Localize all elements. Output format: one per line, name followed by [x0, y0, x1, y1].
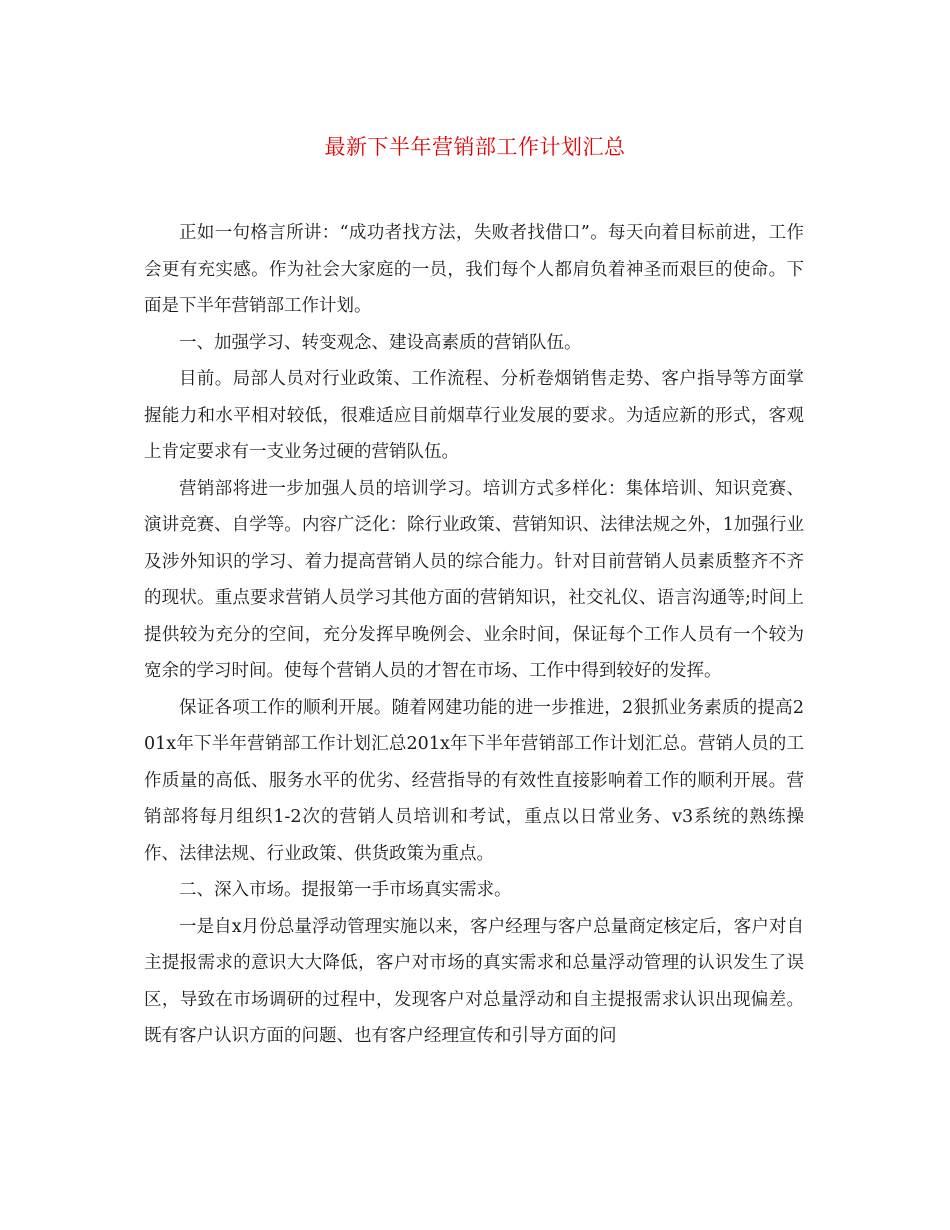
body-paragraph: 一是自x月份总量浮动管理实施以来，客户经理与客户总量商定核定后，客户对自主提报需求的意识大大降低，客户对市场的真实需求和总量浮动管理的认识发生了误区，导致在市场调研的过程中，发现客户对总量浮动和自主提报需求认识出现偏差。既有客户认识方面的问题、也有客户经理宣传和引导方面的问 — [144, 916, 804, 1046]
section-heading-2: 二、深入市场。提报第一手市场真实需求。 — [179, 880, 512, 900]
body-paragraph: 目前。局部人员对行业政策、工作流程、分析卷烟销售走势、客户指导等方面掌握能力和水平相对较低，很难适应目前烟草行业发展的要求。为适应新的形式，客观上肯定要求有一支业务过硬的营销队伍。 — [144, 369, 804, 462]
body-paragraph: 保证各项工作的顺利开展。随着网建功能的进一步推进，2狠抓业务素质的提高201x年下半年营销部工作计划汇总201x年下半年营销部工作计划汇总。营销人员的工作质量的高低、服务水平的优劣、经营指导的有效性直接影响着工作的顺利开展。营销部将每月组织1-2次的营销人员培训和考试，重点以日常业务、v3系统的熟练操作、法律法规、行业政策、供货政策为重点。 — [144, 697, 804, 864]
intro-paragraph: 正如一句格言所讲：“成功者找方法，失败者找借口”。每天向着目标前进，工作会更有充实感。作为社会大家庭的一员，我们每个人都肩负着神圣而艰巨的使命。下面是下半年营销部工作计划。 — [144, 223, 804, 316]
document-title: 最新下半年营销部工作计划汇总 — [324, 135, 626, 159]
document-body — [144, 215, 804, 1055]
body-paragraph: 营销部将进一步加强人员的培训学习。培训方式多样化：集体培训、知识竞赛、演讲竞赛、自学等。内容广泛化：除行业政策、营销知识、法律法规之外，1加强行业及涉外知识的学习、着力提高营销人员的综合能力。针对目前营销人员素质整齐不齐的现状。重点要求营销人员学习其他方面的营销知识，社交礼仪、语言沟通等;时间上提供较为充分的空间，充分发挥早晚例会、业余时间，保证每个工作人员有一个较为宽余的学习时间。使每个营销人员的才智在市场、工作中得到较好的发挥。 — [144, 478, 804, 681]
section-heading-1: 一、加强学习、转变观念、建设高素质的营销队伍。 — [179, 332, 582, 353]
